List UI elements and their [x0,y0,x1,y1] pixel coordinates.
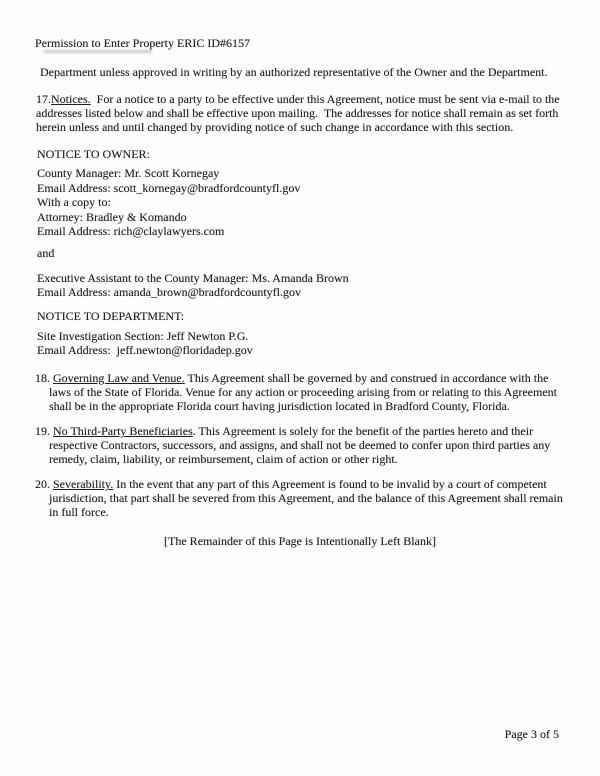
clause-17-text: For a notice to a party to be effective under this Agreement, notice must be sent via e-mail to the addresses listed below and shall be effective upon mailing. The addresses for notice shall remain as set forth herein unless and until changed by providing notice of such change in accordance with this section. [36,92,563,134]
owner-attorney-line: Attorney: Bradley & Komando [37,209,187,224]
intro-paragraph: Department unless approved in writing by an authorized representative of the Owner and the Department. [40,65,548,79]
owner-contact-block [37,166,600,239]
executive-assistant-block [37,271,600,300]
clause-19-no-third-party [35,424,566,467]
department-contact-block [37,329,600,358]
clause-17-notices [36,92,567,134]
document-title: Permission to Enter Property ERIC ID#6157 [35,36,250,50]
owner-email-line: Email Address: scott_kornegay@bradfordcountyfl.gov [37,180,301,195]
dept-section-line: Site Investigation Section: Jeff Newton P.G. [37,328,249,343]
clause-17-number: 17. [36,92,51,106]
clause-18-text: This Agreement shall be governed by and construed in accordance with the laws of the State of Florida. Venue for any action or proceeding arising from or relating to this Agreement shall be in the appropriate Florida court having jurisdiction located in Bradford County, Florida. [49,371,560,414]
clause-20-severability [35,477,566,520]
clause-18-governing-law [35,371,566,414]
owner-county-manager-line: County Manager: Mr. Scott Kornegay [37,166,220,180]
exec-assistant-email-line: Email Address: amanda_brown@bradfordcountyfl.gov [37,285,301,300]
dept-email-line: Email Address: jeff.newton@floridadep.gov [37,342,253,357]
notice-to-owner-heading: NOTICE TO OWNER: [37,147,150,161]
owner-copy-to-line: With a copy to: [37,195,111,209]
clause-19-number: 19. [35,424,53,439]
clause-20-text: In the event that any part of this Agreement is found to be invalid by a court of competent jurisdiction, that part shall be severed from this Agreement, and the balance of this Agreement shall remain in full force. [49,477,566,520]
clause-19-text: . This Agreement is solely for the benefit of the parties hereto and their respective Contractors, successors, and assigns, and shall not be deemed to confer upon third parties any remedy, claim, liability, or reimbursement, claim of action or other right. [49,424,554,467]
clause-17-title: Notices. [51,92,91,106]
owner-attorney-email-line: Email Address: rich@claylawyers.com [37,224,225,238]
exec-assistant-line: Executive Assistant to the County Manager: Ms. Amanda Brown [37,270,349,285]
connector-and: and [37,245,55,260]
clause-18-number: 18. [35,371,53,386]
page-number-footer: Page 3 of 5 [504,727,559,741]
page-intentionally-blank-note: [The Remainder of this Page is Intentionally Left Blank] [164,534,436,549]
clause-19-title: No Third-Party Beneficiaries [53,424,193,439]
clause-20-number: 20. [35,477,53,492]
clause-20-title: Severability. [53,477,114,492]
clause-18-title: Governing Law and Venue. [53,371,185,386]
notice-to-department-heading: NOTICE TO DEPARTMENT: [37,308,185,323]
scan-artifact [44,50,152,53]
